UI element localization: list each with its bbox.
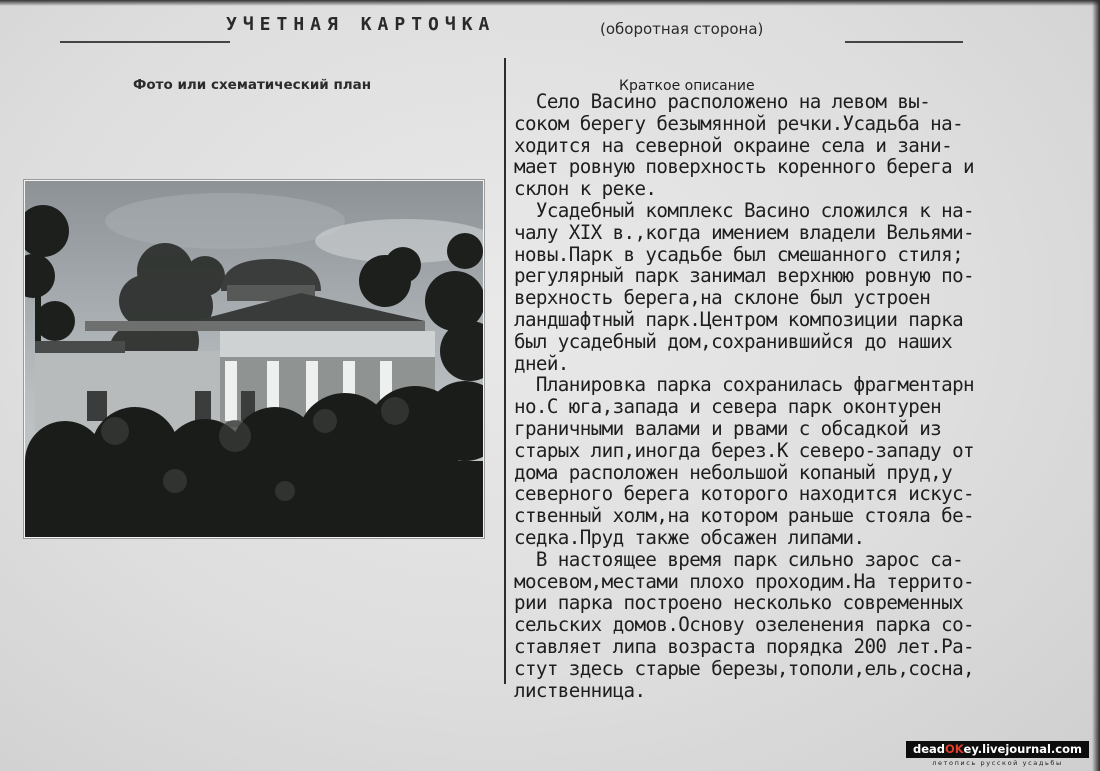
header-rule-left: [60, 41, 230, 43]
description-line: соком берегу безымянной речки.Усадьба на-: [514, 111, 964, 135]
description-line: ственный холм,на котором раньше стояла бе-: [514, 504, 974, 528]
description-line: лиственница.: [514, 678, 646, 702]
watermark-url: [906, 741, 1089, 758]
description-line: граничными валами и рвами с обсадкой из: [514, 416, 942, 440]
description-line: старых лип,иногда берез.К северо-западу от: [514, 438, 974, 462]
watermark-highlight: OK: [945, 742, 964, 756]
watermark: [906, 741, 1089, 767]
photo-section-label: Фото или схематический план: [133, 77, 372, 93]
description-line: был усадебный дом,сохранившийся до наших: [514, 329, 953, 353]
card-title: УЧЕТНАЯ КАРТОЧКА: [226, 14, 496, 35]
watermark-tagline: летопись русской усадьбы: [932, 759, 1063, 767]
description-line: новы.Парк в усадьбе был смешанного стиля;: [514, 242, 964, 266]
description-line: мосевом,местами плохо проходим.На террито-: [514, 569, 974, 593]
description-section-label: Краткое описание: [619, 78, 755, 94]
column-divider: [504, 58, 506, 684]
watermark-prefix: dead: [913, 742, 946, 756]
manor-photo: [24, 180, 484, 538]
description-text: [514, 91, 1100, 701]
description-line: ходится на северной окраине села и зани-: [514, 133, 953, 157]
header-rule-right: [845, 41, 963, 43]
description-line: Усадебный комплекс Васино сложился к на-: [514, 198, 974, 222]
description-line: мает ровную поверхность коренного берега и: [514, 155, 974, 179]
manor-photo-drawing: [25, 181, 483, 537]
description-line: но.С юга,запада и севера парк оконтурен: [514, 395, 942, 419]
description-line: ландшафтный парк.Центром композиции парка: [514, 307, 964, 331]
card-header: [60, 14, 980, 48]
description-line: северного берега которого находится искус-: [514, 482, 974, 506]
card-subtitle: (оборотная сторона): [600, 20, 764, 38]
description-line: чалу XIX в.,когда имением владели Вельями-: [514, 220, 974, 244]
description-line: склон к реке.: [514, 177, 657, 201]
description-line: В настоящее время парк сильно зарос са-: [514, 547, 964, 571]
description-line: регулярный парк занимал верхнюю ровную по-: [514, 264, 974, 288]
description-line: ставляет липа возраста порядка 200 лет.Ра-: [514, 634, 974, 658]
description-line: дней.: [514, 351, 569, 375]
description-line: верхность берега,на склоне был устроен: [514, 286, 931, 310]
description-line: седка.Пруд также обсажен липами.: [514, 525, 865, 549]
scan-edge-top: [0, 0, 1100, 6]
description-line: дома расположен небольшой копаный пруд,у: [514, 460, 953, 484]
description-line: сельских домов.Основу озеленения парка со-: [514, 613, 974, 637]
description-line: Планировка парка сохранилась фрагментарн: [514, 373, 974, 397]
description-line: рии парка построено несколько современных: [514, 591, 964, 615]
description-line: Село Васино расположено на левом вы-: [514, 90, 931, 113]
description-line: стут здесь старые березы,тополи,ель,сосна,: [514, 656, 974, 680]
watermark-suffix: ey.livejournal.com: [963, 742, 1082, 756]
